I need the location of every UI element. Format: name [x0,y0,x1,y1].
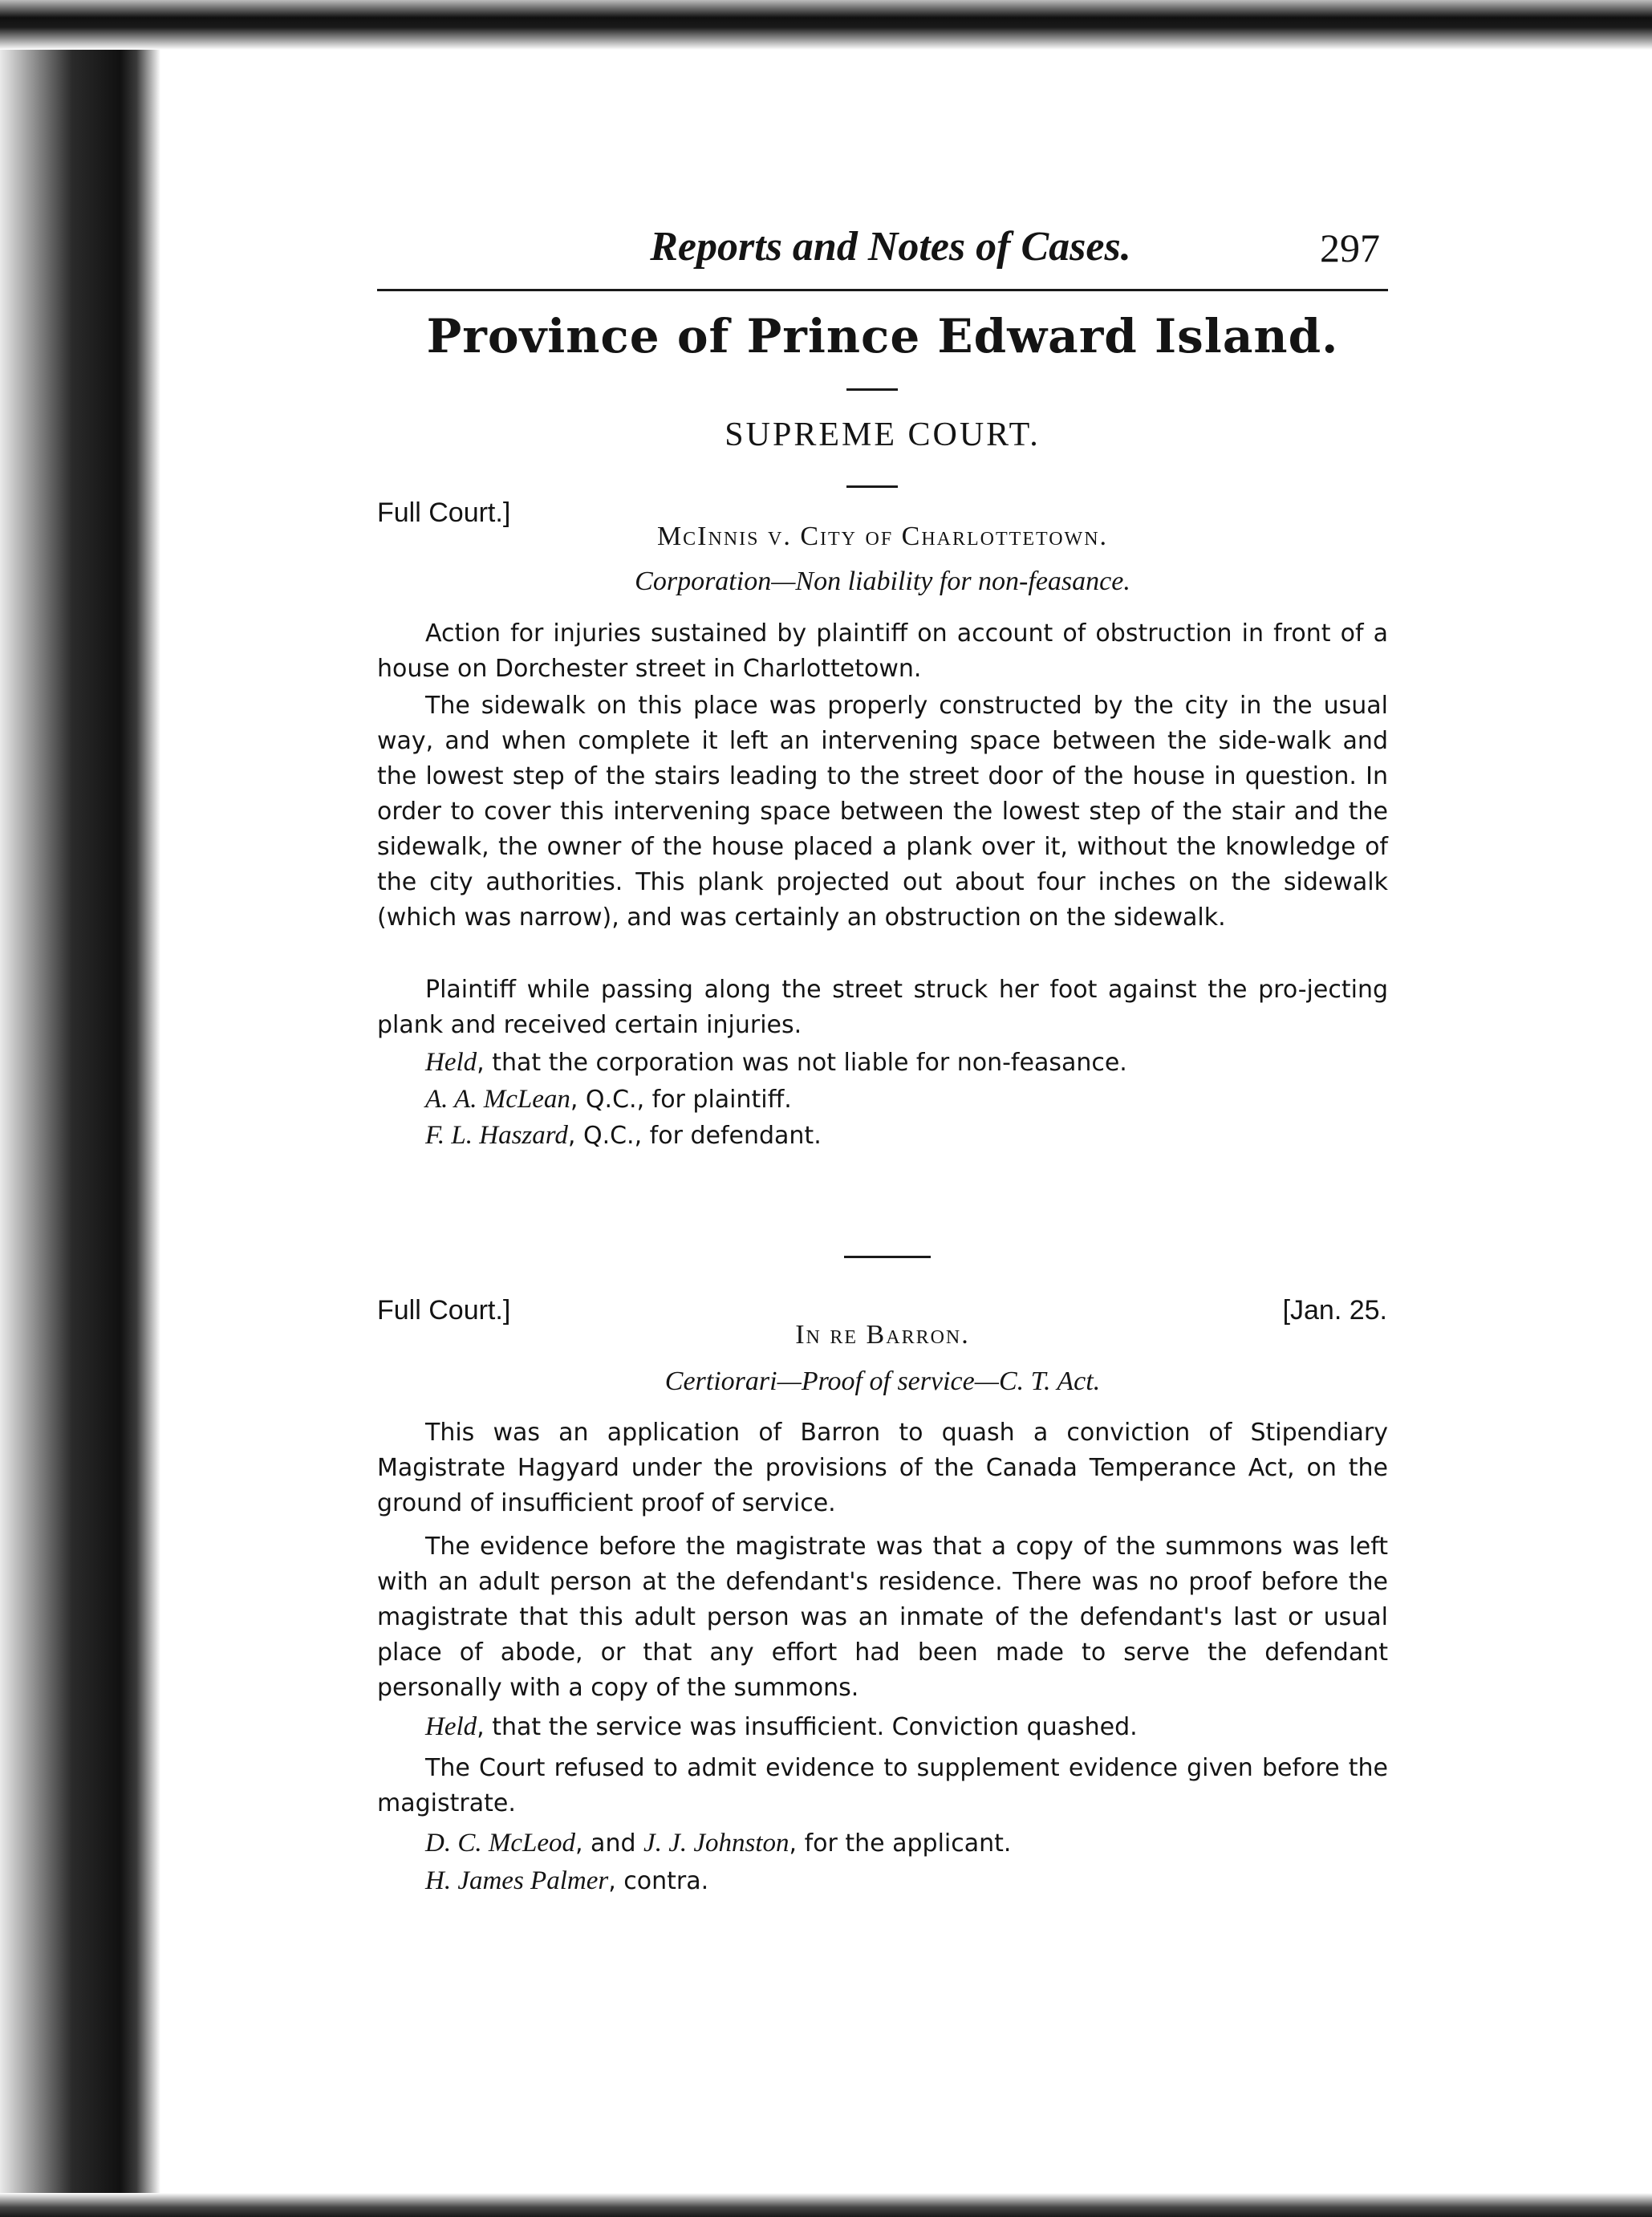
case-bench: Full Court.] [377,1295,511,1326]
held-text: , that the corporation was not liable for non-feasance. [477,1049,1127,1077]
held-word: Held [425,1048,477,1077]
page-number: 297 [1320,225,1380,270]
counsel-name: J. J. Johnston [643,1829,789,1858]
court-heading: SUPREME COURT. [725,416,1041,453]
case-title: In re Barron. [795,1320,970,1350]
counsel-name: A. A. McLean [425,1085,570,1114]
counsel-line [425,1825,1011,1862]
case-paragraph: Action for injuries sustained by plaintiff on account of obstruction in front of a house on Dorchester street in Charlottetown. [377,619,1388,683]
counsel-line [425,1118,822,1154]
section-rule [844,1256,931,1258]
case-headnote: Corporation—Non liability for non-feasance. [635,566,1130,596]
case-bench: Full Court.] [377,497,511,528]
case-paragraph: Plaintiff while passing along the street struck her foot against the pro-jecting plank and received certain injuries. [377,976,1388,1039]
held-word: Held [425,1712,477,1741]
case-paragraph: The evidence before the magistrate was that a copy of the summons was left with an adult person at the defendant's residence. There was no proof before the magistrate that this adult person was an inmate of the defendant's last or usual place of abode, or that any effort had been made to serve the defendant personally with a copy of the summons. [377,1533,1388,1702]
counsel-line [425,1863,708,1899]
short-rule [846,485,898,488]
case-headnote: Certiorari—Proof of service—C. T. Act. [664,1366,1101,1396]
counsel-name: D. C. McLeod [425,1829,575,1858]
counsel-role: , for the applicant. [789,1829,1012,1858]
case-held [377,1045,1388,1081]
case-held [377,1709,1388,1745]
case-date: [Jan. 25. [1282,1295,1387,1326]
case-paragraph: This was an application of Barron to quash a conviction of Stipendiary Magistrate Hagyard under the provisions of the Canada Temperance Act, on the ground of insufficient proof of service. [377,1419,1388,1517]
counsel-name: F. L. Haszard [425,1121,568,1150]
held-text: , that the service was insufficient. Conviction quashed. [477,1713,1138,1741]
running-head [377,217,1388,291]
case-paragraph: The sidewalk on this place was properly constructed by the city in the usual way, and when complete it left an intervening space between the side-walk and the lowest step of the stairs leading to the street door of the house in question. In order to cover this intervening space between the lowest step of the stair and the sidewalk, the owner of the house placed a plank over it, without the knowledge of the city authorities. This plank projected out about four inches on the sidewalk (which was narrow), and was certainly an obstruction on the sidewalk. [377,692,1388,932]
case-title: McInnis v. City of Charlottetown. [656,522,1109,551]
case-paragraph: The Court refused to admit evidence to supplement evidence given before the magistrate. [377,1754,1388,1817]
short-rule [846,388,898,391]
province-heading: Province of Prince Edward Island. [426,309,1339,363]
counsel-name: H. James Palmer [425,1866,609,1895]
running-title: Reports and Notes of Cases. [650,224,1131,270]
counsel-role: , Q.C., for defendant. [567,1122,822,1150]
counsel-role: , contra. [608,1867,709,1895]
counsel-role: , and [574,1829,644,1858]
counsel-role: , Q.C., for plaintiff. [570,1086,792,1114]
counsel-line [425,1082,792,1118]
